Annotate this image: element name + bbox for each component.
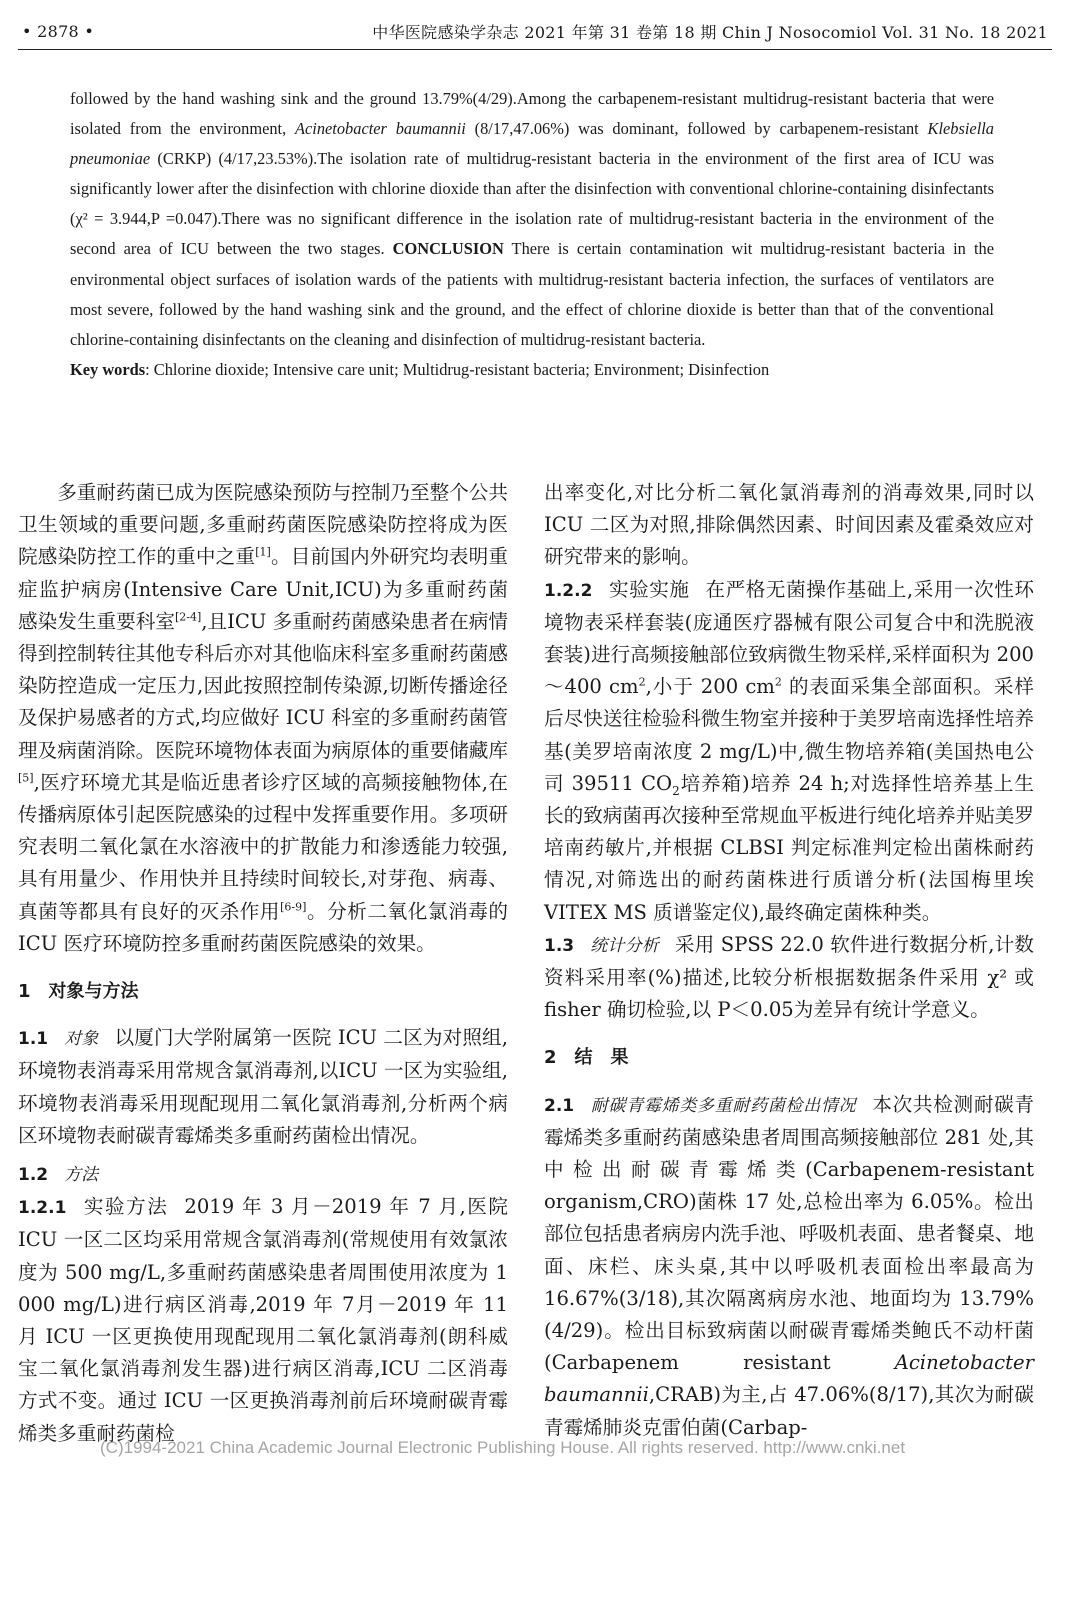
conclusion-label: CONCLUSION bbox=[392, 239, 504, 259]
subsection-number: 2.1 bbox=[544, 1095, 575, 1116]
continued-paragraph: 出率变化,对比分析二氧化氯消毒剂的消毒效果,同时以 ICU 二区为对照,排除偶然因素、时间因素及霍桑效应对研究带来的影响。 bbox=[544, 481, 1034, 569]
subsection-number: 1.2.1 bbox=[18, 1198, 67, 1219]
subsection-title: 统计分析 bbox=[590, 935, 659, 956]
superscript: 2 bbox=[638, 675, 646, 689]
superscript: 2 bbox=[774, 675, 782, 689]
section-number: 2 bbox=[544, 1047, 557, 1069]
citation: [1] bbox=[255, 545, 271, 559]
body-text: 。目前国内外研究均表明重症监护病房(Intensive Care Unit,ICU)为多重耐药菌感染发生重要科室 bbox=[18, 545, 508, 633]
page-number: • 2878 • bbox=[22, 21, 95, 41]
abstract-text: There is certain contamination wit multidrug-resistant bacteria in the environmental object surfaces of isolation wards of the patients with multidrug-resistant bacteria infection, the surfaces of ventilators are most severe, followed by the hand washing sink and the ground, and the effect of chlorine dioxide is better than that of the conventional chlorine-containing disinfectants on the cleaning and disinfection of multidrug-resistant bacteria. bbox=[70, 239, 994, 349]
section-heading bbox=[18, 976, 508, 1008]
species-name: Klebsiella pneumoniae bbox=[70, 119, 994, 169]
citation: [2-4] bbox=[174, 610, 202, 624]
section-title: 对象与方法 bbox=[48, 981, 139, 1003]
body-text: ,小于 200 cm bbox=[645, 675, 775, 699]
species-name: Acinetobacter baumannii bbox=[544, 1351, 1034, 1407]
subsection-title: 耐碳青霉烯类多重耐药菌检出情况 bbox=[590, 1095, 857, 1116]
body-text: 培养箱)培养 24 h;对选择性培养基上生长的致病菌再次接种至常规血平板进行纯化培养并贴美罗培南药敏片,并根据 CLBSI 判定标准判定检出菌株耐药情况,对筛选出的耐药菌株进行质谱分析(法国梅里埃 VITEX MS 质谱鉴定仪),最终确定菌株种类。 bbox=[544, 771, 1034, 924]
body-text: ,CRAB)为主,占 47.06%(8/17),其次为耐碳青霉烯肺炎克雷伯菌(Carbap- bbox=[544, 1383, 1034, 1439]
body-text: 在严格无菌操作基础上,采用一次性环境物表采样套装(庞通医疗器械有限公司复合中和洗脱液套装)进行高频接触部位致病微生物采样,采样面积为 200～400 cm bbox=[544, 577, 1034, 699]
subsection-1-3 bbox=[544, 929, 1034, 1027]
body-text: 的表面采集全部面积。采样后尽快送往检验科微生物室并接种于美罗培南选择性培养基(美罗培南浓度 2 mg/L)中,微生物培养箱(美国热电公司 39511 CO bbox=[544, 675, 1035, 795]
section-number: 1 bbox=[18, 981, 31, 1003]
body-text: 以厦门大学附属第一医院 ICU 二区为对照组,环境物表消毒采用常规含氯消毒剂,以ICU 一区为实验组,环境物表消毒采用现配现用二氧化氯消毒剂,分析两个病区环境物表耐碳青霉烯类多重耐药菌检出情况。 bbox=[18, 1026, 508, 1147]
subsection-2-1 bbox=[544, 1089, 1034, 1444]
section-heading bbox=[544, 1042, 1034, 1074]
header-rule bbox=[18, 49, 1052, 50]
subsection-1-2 bbox=[18, 1158, 508, 1191]
subsection-1-2-1 bbox=[18, 1191, 508, 1450]
body-text: ,且ICU 多重耐药菌感染患者在病情得到控制转往其他专科后亦对其他临床科室多重耐药菌感染防控造成一定压力,因此按照控制传染源,切断传播途径及保护易感者的方式,均应做好 ICU 科室的多重耐药菌管理及病菌消除。医院环境物体表面为病原体的重要储藏库 bbox=[18, 609, 509, 762]
species-name: Acinetobacter baumannii bbox=[295, 119, 466, 139]
subsection-number: 1.3 bbox=[544, 935, 575, 956]
journal-title: 中华医院感染学杂志 2021 年第 31 卷第 18 期 Chin J Nosocomiol Vol. 31 No. 18 2021 bbox=[372, 22, 1048, 42]
keywords-list: : Chlorine dioxide; Intensive care unit; Multidrug-resistant bacteria; Environment; Disinfection bbox=[145, 359, 770, 379]
subsection-number: 1.2.2 bbox=[544, 580, 593, 601]
subscript: 2 bbox=[672, 783, 680, 798]
abstract-text: (8/17,47.06%) was dominant, followed by carbapenem-resistant bbox=[465, 119, 928, 139]
subsection-1-1 bbox=[18, 1022, 508, 1152]
body-text: 2019 年 3 月－2019 年 7 月,医院 ICU 一区二区均采用常规含氯消毒剂(常规使用有效氯浓度为 500 mg/L,多重耐药菌感染患者周围使用浓度为 1 000 mg/L)进行病区消毒,2019 年 7月－2019 年 11 月 ICU 一区更换使用现配现用二氧化氯消毒剂(朗科威宝二氧化氯消毒剂发生器)进行病区消毒,ICU 二区消毒方式不变。通过 ICU 一区更换消毒剂前后环境耐碳青霉烯类多重耐药菌检 bbox=[18, 1195, 509, 1445]
subsection-number: 1.1 bbox=[18, 1029, 49, 1050]
body-text: 采用 SPSS 22.0 软件进行数据分析,计数资料采用率(%)描述,比较分析根据数据条件采用 χ² 或 fisher 确切检验,以 P＜0.05为差异有统计学意义。 bbox=[544, 932, 1034, 1022]
intro-paragraph bbox=[18, 477, 508, 960]
body-text: 多重耐药菌已成为医院感染预防与控制乃至整个公共卫生领域的重要问题,多重耐药菌医院感染防控将成为医院感染防控工作的重中之重 bbox=[18, 481, 508, 569]
english-abstract bbox=[70, 84, 994, 385]
subsection-title: 实验实施 bbox=[608, 577, 690, 601]
left-column bbox=[18, 477, 508, 1450]
keywords-label: Key words bbox=[70, 359, 146, 379]
abstract-paragraph bbox=[70, 84, 994, 355]
subsection-1-2-2 bbox=[544, 574, 1034, 929]
keywords bbox=[70, 355, 994, 385]
section-title: 结 果 bbox=[574, 1047, 629, 1069]
right-column bbox=[544, 477, 1034, 1444]
abstract-text: followed by the hand washing sink and the ground 13.79%(4/29).Among the carbapenem-resistant multidrug-resistant bacteria that were isolated from the environment, bbox=[70, 89, 994, 139]
subsection-title: 实验方法 bbox=[82, 1195, 169, 1219]
body-text: 本次共检测耐碳青霉烯类多重耐药菌感染患者周围高频接触部位 281 处,其中检出耐碳青霉烯类(Carbapenem-resistant organism,CRO)菌株 17 处,总检出率为 6.05%。检出部位包括患者病房内洗手池、呼吸机表面、患者餐桌、地面、床栏、床头桌,其中以呼吸机表面检出率最高为 16.67%(3/18),其次隔离病房水池、地面均为 13.79%(4/29)。检出目标致病菌以耐碳青霉烯类鲍氏不动杆菌(Carbapenem resistant bbox=[544, 1092, 1035, 1375]
running-header bbox=[22, 14, 1048, 48]
citation: [6-9] bbox=[280, 900, 307, 914]
body-text: 。分析二氧化氯消毒的 ICU 医疗环境防控多重耐药菌医院感染的效果。 bbox=[18, 899, 509, 955]
citation: [5] bbox=[18, 771, 34, 785]
subsection-number: 1.2 bbox=[18, 1165, 49, 1186]
subsection-title: 对象 bbox=[64, 1029, 99, 1050]
body-text: ,医疗环境尤其是临近患者诊疗区域的高频接触物体,在传播病原体引起医院感染的过程中发挥重要作用。多项研究表明二氧化氯在水溶液中的扩散能力和渗透能力较强,具有用量少、作用快并且持续时间较长,对芽孢、病毒、真菌等都具有良好的灭杀作用 bbox=[18, 770, 508, 923]
copyright-watermark: (C)1994-2021 China Academic Journal Electronic Publishing House. All rights reserved. http://www.cnki.net bbox=[100, 1438, 906, 1457]
subsection-title: 方法 bbox=[64, 1165, 99, 1186]
abstract-text: (CRKP) (4/17,23.53%).The isolation rate of multidrug-resistant bacteria in the environment of the first area of ICU was significantly lower after the disinfection with chlorine dioxide than after the disinfection with conventional chlorine-containing disinfectants (χ² = 3.944,P =0.047).There was no significant difference in the isolation rate of multidrug-resistant bacteria in the environment of the second area of ICU between the two stages. bbox=[70, 149, 994, 259]
